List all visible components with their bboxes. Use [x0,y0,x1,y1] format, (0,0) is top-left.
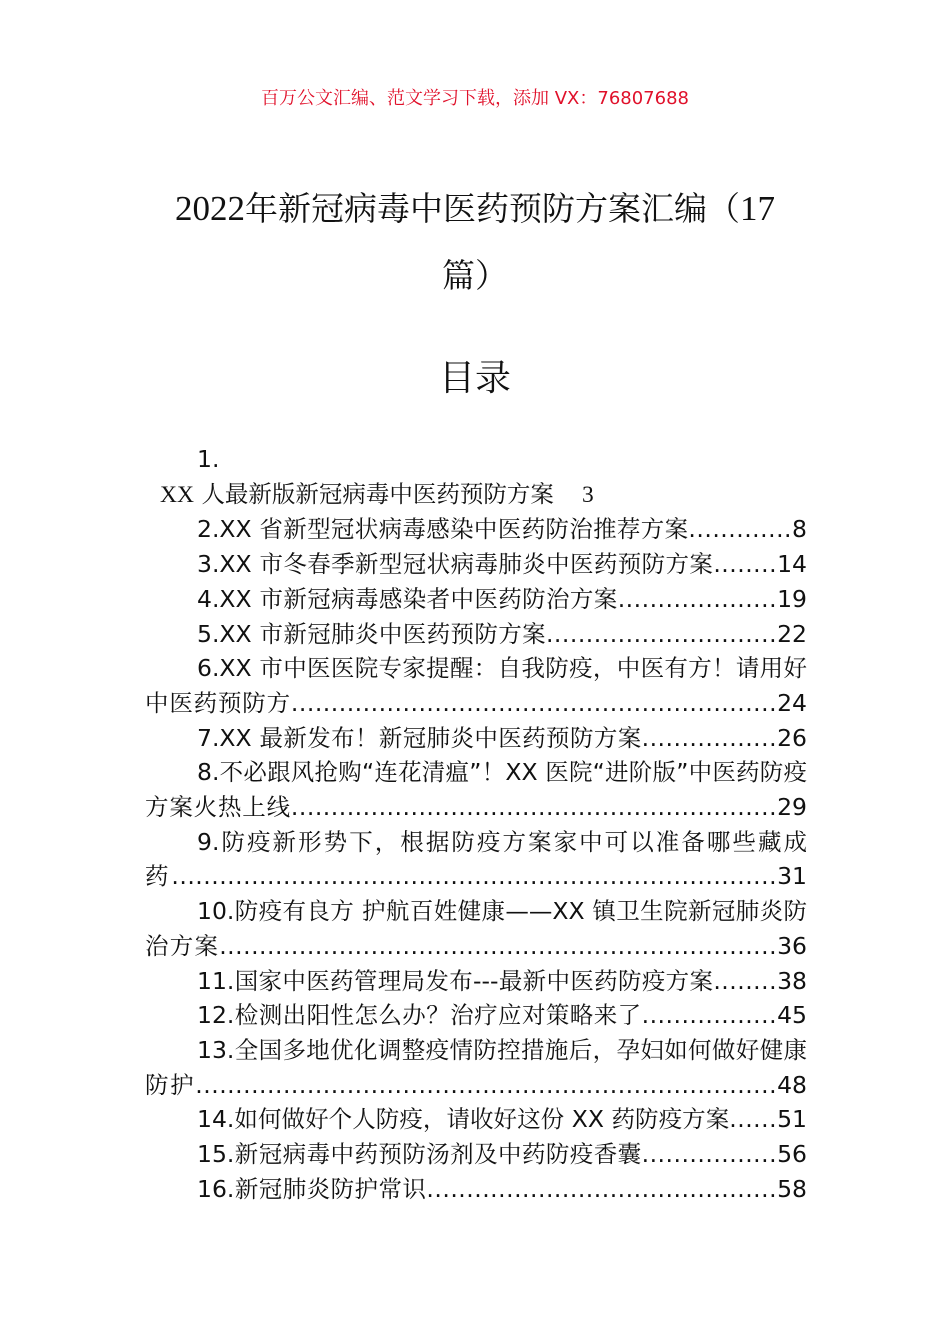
dot-leader: ...... [729,1105,778,1134]
toc-entry-title: 9.防疫新形势下，根据防疫方案家中可以准备哪些藏成药 [145,827,807,891]
dot-leader: ................. [641,723,778,752]
toc-entry-title: 16.新冠肺炎防护常识 [197,1174,427,1203]
title-end: 篇） [442,256,508,295]
toc-entry-1[interactable] [145,477,807,513]
table-of-contents [145,442,807,1206]
toc-entry-page: 58 [777,1174,807,1203]
dot-leader: ............................. [545,619,778,648]
toc-entry-title: 10.防疫有良方 护航百姓健康——XX 镇卫生院新冠肺炎防治方案 [145,897,807,960]
dot-leader: .................... [617,584,778,613]
toc-entry-page: 45 [777,1001,807,1030]
toc-entry-page: 51 [777,1105,807,1134]
toc-entry[interactable] [145,617,807,652]
toc-entry-title: 6.XX 市中医医院专家提醒：自我防疫，中医有方！请用好中医药预防方 [145,654,807,717]
toc-entry-title: 15.新冠病毒中药预防汤剂及中药防疫香囊 [197,1140,642,1169]
title-count: 17 [740,189,775,228]
dot-leader: ........ [713,550,778,579]
toc-entry-title: 13.全国多地优化调整疫情防控措施后，孕妇如何做好健康防护 [145,1035,807,1099]
toc-entry-page: 29 [777,793,807,822]
dot-leader: ............. [688,515,793,544]
toc-entry-page: 14 [777,550,807,579]
watermark-banner: 百万公文汇编、范文学习下载，添加 VX：76807688 [261,88,689,109]
document-title [140,175,810,309]
toc-entries [145,512,807,1206]
toc-entry-title: 2.XX 省新型冠状病毒感染中医药防治推荐方案 [197,515,689,544]
toc-entry[interactable] [145,894,807,963]
toc-entry-page: 8 [792,515,807,544]
toc-entry[interactable] [145,512,807,547]
toc-entry-page: 19 [777,584,807,613]
toc-heading: 目录 [438,358,511,399]
toc-entry-title: 14.如何做好个人防疫，请收好这份 XX 药防疫方案 [197,1105,730,1134]
toc-entry-page: 31 [777,862,807,891]
toc-entry-title: 3.XX 市冬春季新型冠状病毒肺炎中医药预防方案 [197,550,714,579]
title-main: 年新冠病毒中医药预防方案汇编（ [245,189,740,228]
toc-entry-title: 11.国家中医药管理局发布---最新中医药防疫方案 [197,966,714,995]
toc-entry-title: 12.检测出阳性怎么办？治疗应对策略来了 [197,1001,642,1030]
toc-entry-1-prefix: XX [160,481,194,508]
toc-entry-page: 38 [777,966,807,995]
toc-entry-page: 48 [777,1070,807,1099]
toc-entry-page: 22 [777,619,807,648]
toc-entry[interactable] [145,582,807,617]
toc-entry-page: 56 [777,1140,807,1169]
toc-entry[interactable] [145,547,807,582]
toc-entry[interactable] [145,755,807,824]
dot-leader: ............................................................. [290,793,778,822]
toc-entry-title: 4.XX 市新冠病毒感染者中医药防治方案 [197,584,618,613]
toc-entry-1-page: 3 [581,481,594,508]
toc-entry[interactable] [145,721,807,756]
toc-entry[interactable] [145,1102,807,1137]
toc-entry[interactable] [145,1137,807,1172]
title-year: 2022 [175,189,245,228]
dot-leader: ......................................................................... [195,1070,778,1099]
toc-entry-1-title: 人最新版新冠病毒中医药预防方案 [201,479,554,508]
toc-entry[interactable] [145,1033,807,1102]
toc-entry-title: 8.不必跟风抢购“连花清瘟”！XX 医院“进阶版”中医药防疫方案火热上线 [145,758,807,822]
toc-entry-page: 26 [777,723,807,752]
toc-entry[interactable] [145,651,807,720]
toc-entry[interactable] [145,825,807,894]
dot-leader: ............................................ [426,1174,778,1203]
toc-entry-1-number[interactable]: 1. [197,445,220,473]
toc-entry-title: 5.XX 市新冠肺炎中医药预防方案 [197,619,546,648]
toc-entry[interactable] [145,964,807,999]
toc-entry[interactable] [145,998,807,1033]
toc-entry-page: 24 [777,688,807,717]
toc-entry-page: 36 [777,931,807,960]
toc-entry-title: 7.XX 最新发布！新冠肺炎中医药预防方案 [197,723,642,752]
dot-leader: ................. [641,1140,778,1169]
dot-leader: ........ [713,966,778,995]
dot-leader: ............................................................................ [171,862,778,891]
toc-entry[interactable] [145,1172,807,1207]
dot-leader: ................. [641,1001,778,1030]
dot-leader: ...................................................................... [219,931,778,960]
dot-leader: ............................................................. [290,688,778,717]
